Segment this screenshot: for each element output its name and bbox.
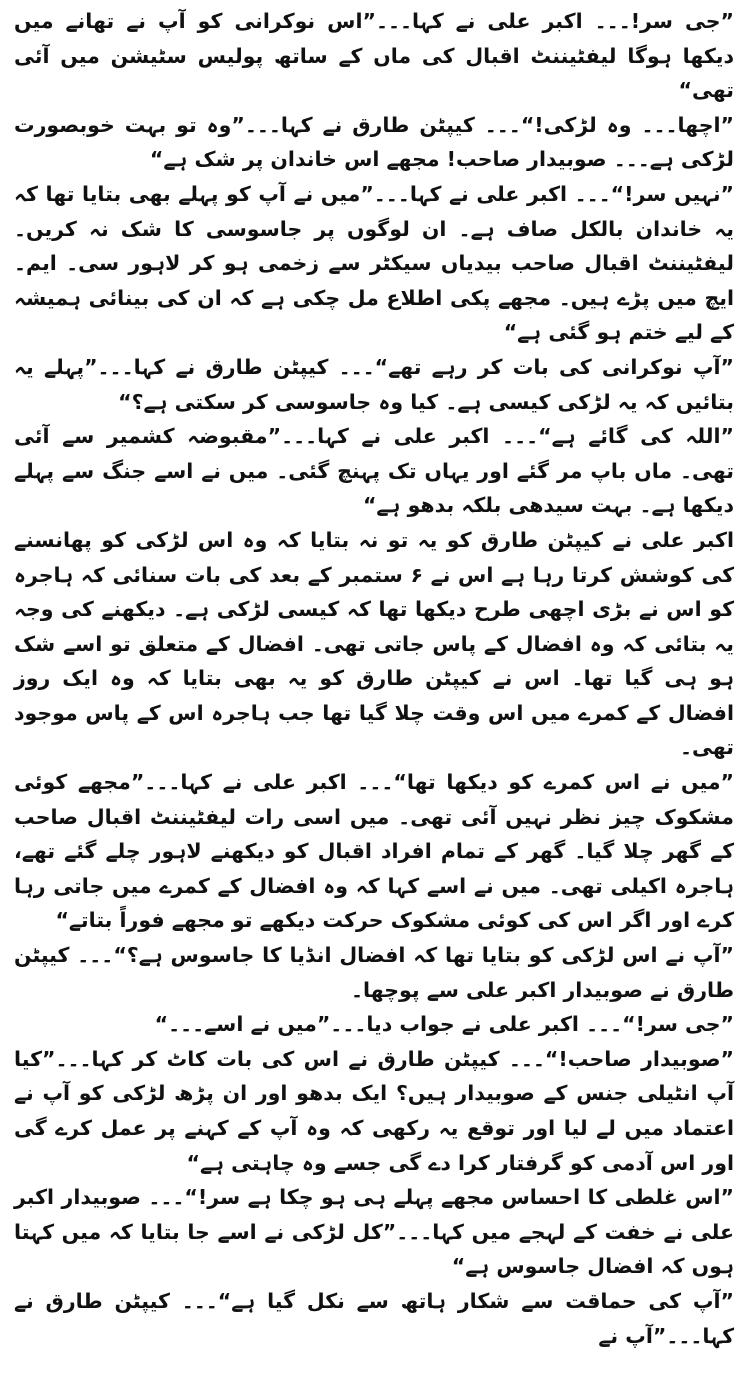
paragraph: ”آپ کی حماقت سے شکار ہاتھ سے نکل گیا ہے“۔۔۔ کیپٹن طارق نے کہا۔۔۔”آپ نے [14, 1288, 734, 1348]
paragraph: ”جی سر!۔۔۔ اکبر علی نے کہا۔۔۔”اس نوکرانی کو آپ نے تھانے میں دیکھا ہوگا لیفٹیننٹ اقبال کی ماں کے ساتھ پولیس سٹیشن میں آئی تھی“ [14, 9, 734, 103]
paragraph: ”آپ نے اس لڑکی کو بتایا تھا کہ افضال انڈیا کا جاسوس ہے؟“۔۔۔ کیپٹن طارق نے صوبیدار اکبر علی سے پوچھا۔ [14, 943, 734, 1002]
paragraph: ”اللہ کی گائے ہے“۔۔۔ اکبر علی نے کہا۔۔۔”مقبوضہ کشمیر سے آئی تھی۔ ماں باپ مر گئے اور یہاں تک پہنچ گئی۔ میں نے اسے جنگ سے پہلے دیکھا ہے۔ بہت سیدھی بلکہ بدھو ہے“ [14, 424, 734, 518]
paragraph: ”آپ نوکرانی کی بات کر رہے تھے“۔۔۔ کیپٹن طارق نے کہا۔۔۔”پہلے یہ بتائیں کہ یہ لڑکی کیسی ہے۔ کیا وہ جاسوسی کر سکتی ہے؟“ [14, 354, 734, 414]
paragraph: ”جی سر!“۔۔۔ اکبر علی نے جواب دیا۔۔۔”میں نے اسے۔۔۔“ [154, 1012, 734, 1037]
paragraph: ”میں نے اس کمرے کو دیکھا تھا“۔۔۔ اکبر علی نے کہا۔۔۔”مجھے کوئی مشکوک چیز نظر نہیں آئی تھی۔ میں اسی رات لیفٹیننٹ اقبال صاحب کے گھر چلا گیا۔ گھر کے تمام افراد اقبال کو دیکھنے لاہور چلے گئے تھے، ہاجرہ اکیلی تھی۔ میں نے اسے کہا کہ وہ افضال کے کمرے میں جاتی رہا کرے اور اگر اس کی کوئی مشکوک حرکت دیکھے تو مجھے فوراً بتاتے“ [14, 770, 734, 933]
paragraph: ”اچھا۔۔۔ وہ لڑکی!“۔۔۔ کیپٹن طارق نے کہا۔۔۔”وہ تو بہت خوبصورت لڑکی ہے۔۔۔ صوبیدار صاحب! مجھے اس خاندان پر شک ہے“ [14, 112, 734, 172]
paragraph: اکبر علی نے کیپٹن طارق کو یہ تو نہ بتایا کہ وہ اس لڑکی کو پھانسنے کی کوشش کرتا رہا ہے اس نے ۶ ستمبر کے بعد کی بات سنائی کہ ہاجرہ کو اس نے بڑی اچھی طرح دیکھا تھا کہ کیسی لڑکی ہے۔ دیکھنے کی وجہ یہ بتائی کہ وہ افضال کے پاس جاتی تھی۔ افضال کے متعلق تو اسے شک ہو ہی گیا تھا۔ اس نے کیپٹن طارق کو یہ بھی بتایا کہ وہ ایک روز افضال کے کمرے میں اس وقت چلا گیا تھا جب ہاجرہ اس کے پاس موجود تھی۔ [14, 527, 734, 760]
paragraph: ”صوبیدار صاحب!“۔۔۔ کیپٹن طارق نے اس کی بات کاٹ کر کہا۔۔۔”کیا آپ انٹیلی جنس کے صوبیدار ہیں؟ ایک بدھو اور ان پڑھ لڑکی کو آپ نے اعتماد میں لے لیا اور توقع یہ رکھی کہ وہ آپ کے کہنے پر عمل کرے گی اور اس آدمی کو گرفتار کرا دے گی جسے وہ چاہتی ہے“ [14, 1046, 734, 1175]
paragraph: ”اس غلطی کا احساس مجھے پہلے ہی ہو چکا ہے سر!“۔۔۔ صوبیدار اکبر علی نے خفت کے لہجے میں کہا۔۔۔”کل لڑکی نے اسے جا بتایا کہ میں کہتا ہوں کہ افضال جاسوس ہے“ [14, 1185, 734, 1279]
paragraph: ”نہیں سر!“۔۔۔ اکبر علی نے کہا۔۔۔”میں نے آپ کو پہلے بھی بتایا تھا کہ یہ خاندان بالکل صاف ہے۔ ان لوگوں پر جاسوسی کا شک نہ کریں۔ لیفٹیننٹ اقبال صاحب بیدیاں سیکٹر سے زخمی ہو کر لاہور سی۔ ایم۔ ایچ میں پڑے ہیں۔ مجھے پکی اطلاع مل چکی ہے کہ ان کی بینائی ہمیشہ کے لیے ختم ہو گئی ہے“ [14, 181, 734, 345]
